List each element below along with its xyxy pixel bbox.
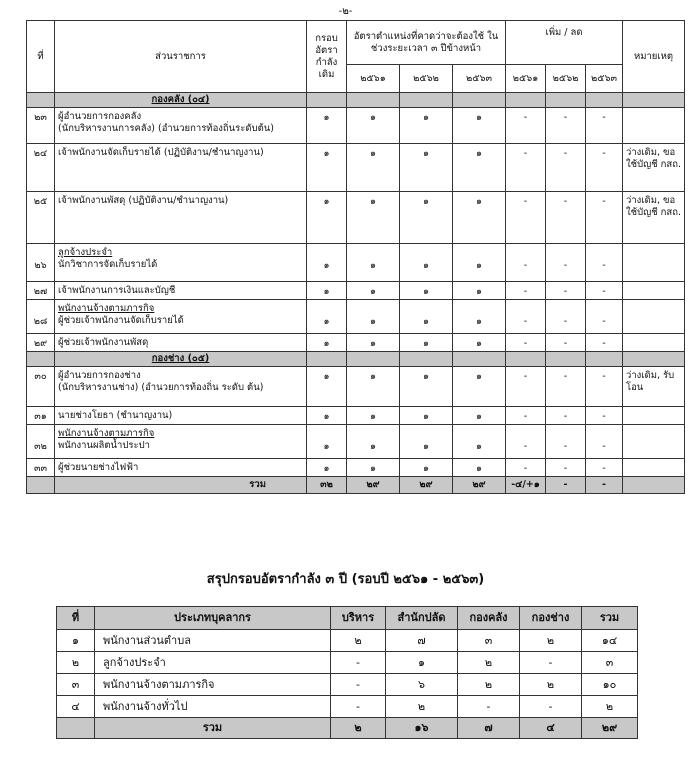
- row-number: ๓๐: [27, 367, 55, 407]
- forecast-cell: ๑: [347, 334, 400, 352]
- position-name: พนักงานผลิตน้ำประปา: [58, 440, 150, 451]
- page-number: -๒-: [338, 6, 353, 17]
- note-cell: [623, 244, 685, 282]
- row-number: ๓๓: [27, 459, 55, 477]
- forecast-cell: ๑: [347, 144, 400, 192]
- row-number: ๒๘: [27, 300, 55, 334]
- summary-cell: ๖: [386, 674, 458, 696]
- summary-header: สำนักปลัด: [386, 607, 458, 630]
- summary-cell: ๑๔: [582, 630, 638, 652]
- forecast-cell: ๑: [400, 300, 453, 334]
- header-year: ๒๕๖๒: [546, 65, 586, 93]
- change-cell: -: [546, 192, 586, 244]
- forecast-cell: ๑: [453, 425, 506, 459]
- summary-cell: ๒: [520, 674, 582, 696]
- summary-cell: ๒: [331, 630, 386, 652]
- row-number: ๒๖: [27, 244, 55, 282]
- staff-group-label: พนักงานจ้างตามภารกิจ: [58, 303, 155, 314]
- total-cell: -๔/+๑: [506, 477, 546, 494]
- change-cell: -: [546, 144, 586, 192]
- header-division: ส่วนราชการ: [55, 21, 307, 93]
- forecast-cell: ๑: [400, 192, 453, 244]
- position-name: เจ้าพนักงานการเงินและบัญชี: [58, 285, 176, 296]
- note-cell: [623, 407, 685, 425]
- forecast-cell: ๑: [453, 244, 506, 282]
- forecast-cell: ๑: [347, 459, 400, 477]
- forecast-cell: ๑: [453, 459, 506, 477]
- summary-total-cell: รวม: [95, 718, 331, 739]
- header-year: ๒๕๖๑: [506, 65, 546, 93]
- forecast-cell: ๑: [453, 367, 506, 407]
- position-name: ผู้อำนวยการกองช่าง: [58, 370, 141, 381]
- forecast-cell: ๑: [453, 334, 506, 352]
- change-cell: -: [586, 282, 623, 300]
- section-title: กองช่าง (๐๕): [55, 352, 307, 367]
- summary-table: [56, 606, 638, 739]
- summary-cell: ๒: [520, 630, 582, 652]
- change-cell: -: [586, 244, 623, 282]
- position-subtitle: (นักบริหารงานการคลัง) (อำนวยการท้องถิ่นระดับต้น): [58, 123, 274, 134]
- summary-header: กองช่าง: [520, 607, 582, 630]
- row-number: ๒๔: [27, 144, 55, 192]
- position-subtitle: (นักบริหารงานช่าง) (อำนวยการท้องถิ่น ระดับ ต้น): [58, 382, 264, 393]
- forecast-cell: ๑: [453, 282, 506, 300]
- summary-header: ที่: [57, 607, 95, 630]
- change-cell: -: [546, 367, 586, 407]
- change-cell: -: [586, 425, 623, 459]
- header-forecast: อัตราตำแหน่งที่คาดว่าจะต้องใช้ ในช่วงระยะเวลา ๓ ปีข้างหน้า: [347, 21, 506, 65]
- note-cell: [623, 334, 685, 352]
- summary-cell: ๒: [458, 674, 520, 696]
- change-cell: -: [586, 192, 623, 244]
- forecast-cell: ๑: [400, 367, 453, 407]
- summary-cell: ๓: [458, 630, 520, 652]
- change-cell: -: [546, 282, 586, 300]
- summary-cell: ๒: [57, 652, 95, 674]
- header-year: ๒๕๖๒: [400, 65, 453, 93]
- row-number: ๒๗: [27, 282, 55, 300]
- header-note: หมายเหตุ: [623, 21, 685, 93]
- summary-header: กองคลัง: [458, 607, 520, 630]
- change-cell: -: [506, 192, 546, 244]
- total-cell: -: [546, 477, 586, 494]
- forecast-cell: ๑: [347, 367, 400, 407]
- summary-cell: พนักงานส่วนตำบล: [95, 630, 331, 652]
- change-cell: -: [506, 407, 546, 425]
- table-row: [27, 144, 685, 192]
- change-cell: -: [506, 459, 546, 477]
- current-rate: ๑: [307, 425, 347, 459]
- position-name: ผู้อำนวยการกองคลัง: [58, 111, 142, 122]
- change-cell: -: [586, 407, 623, 425]
- summary-header: บริหาร: [331, 607, 386, 630]
- summary-cell: ๓: [57, 674, 95, 696]
- current-rate: ๑: [307, 244, 347, 282]
- summary-row: [57, 652, 638, 674]
- table-row: [27, 334, 685, 352]
- header-year: ๒๕๖๑: [347, 65, 400, 93]
- current-rate: ๑: [307, 282, 347, 300]
- total-cell: ๒๙: [347, 477, 400, 494]
- forecast-cell: ๑: [400, 144, 453, 192]
- table-row: [27, 282, 685, 300]
- forecast-cell: ๑: [400, 459, 453, 477]
- note-cell: ว่างเดิม, รับโอน: [623, 367, 685, 407]
- summary-title: สรุปกรอบอัตรากำลัง ๓ ปี (รอบปี ๒๕๖๑ - ๒๕๖๓): [206, 572, 485, 587]
- forecast-cell: ๑: [347, 282, 400, 300]
- table-row: [27, 425, 685, 459]
- current-rate: ๑: [307, 144, 347, 192]
- staff-group-label: พนักงานจ้างตามภารกิจ: [58, 428, 155, 439]
- summary-cell: -: [458, 696, 520, 718]
- total-label: รวม: [55, 477, 307, 494]
- forecast-cell: ๑: [453, 108, 506, 144]
- forecast-cell: ๑: [347, 300, 400, 334]
- change-cell: -: [586, 300, 623, 334]
- staff-group-label: ลูกจ้างประจำ: [58, 247, 113, 258]
- row-number: ๒๙: [27, 334, 55, 352]
- table-row: [27, 407, 685, 425]
- summary-cell: พนักงานจ้างตามภารกิจ: [95, 674, 331, 696]
- forecast-cell: ๑: [400, 425, 453, 459]
- change-cell: -: [586, 144, 623, 192]
- change-cell: -: [586, 367, 623, 407]
- summary-header-row: [57, 607, 638, 630]
- forecast-cell: ๑: [400, 282, 453, 300]
- note-cell: ว่างเดิม, ขอใช้บัญชี กสถ.: [623, 192, 685, 244]
- summary-cell: ๓: [582, 652, 638, 674]
- summary-cell: ลูกจ้างประจำ: [95, 652, 331, 674]
- forecast-cell: ๑: [347, 407, 400, 425]
- forecast-cell: ๑: [347, 108, 400, 144]
- summary-cell: -: [331, 652, 386, 674]
- summary-row: [57, 630, 638, 652]
- summary-total-cell: ๒: [331, 718, 386, 739]
- header-current-rate: กรอบ อัตรา กำลัง เดิม: [307, 21, 347, 93]
- total-cell: ๒๙: [453, 477, 506, 494]
- forecast-cell: ๑: [400, 407, 453, 425]
- summary-cell: ๑: [57, 630, 95, 652]
- summary-row: [57, 696, 638, 718]
- section-title: กองคลัง (๐๔): [55, 93, 307, 108]
- summary-total-cell: ๗: [458, 718, 520, 739]
- current-rate: ๑: [307, 459, 347, 477]
- change-cell: -: [546, 407, 586, 425]
- note-cell: ว่างเดิม, ขอใช้บัญชี กสถ.: [623, 144, 685, 192]
- summary-cell: ๑๐: [582, 674, 638, 696]
- forecast-cell: ๑: [347, 192, 400, 244]
- change-cell: -: [506, 367, 546, 407]
- change-cell: -: [586, 459, 623, 477]
- change-cell: -: [506, 300, 546, 334]
- header-change: เพิ่ม / ลด: [506, 21, 623, 65]
- summary-total-cell: ๔: [520, 718, 582, 739]
- note-cell: [623, 108, 685, 144]
- note-cell: [623, 282, 685, 300]
- change-cell: -: [506, 334, 546, 352]
- row-number: ๒๓: [27, 108, 55, 144]
- summary-total-cell: ๒๙: [582, 718, 638, 739]
- row-number: ๒๕: [27, 192, 55, 244]
- note-cell: [623, 459, 685, 477]
- summary-row: [57, 674, 638, 696]
- summary-header: รวม: [582, 607, 638, 630]
- total-cell: -: [586, 477, 623, 494]
- forecast-cell: ๑: [400, 244, 453, 282]
- change-cell: -: [506, 108, 546, 144]
- header-year: ๒๕๖๓: [453, 65, 506, 93]
- total-row: [27, 477, 685, 494]
- summary-cell: ๒: [582, 696, 638, 718]
- summary-cell: ๔: [57, 696, 95, 718]
- summary-cell: -: [331, 696, 386, 718]
- table-row: [27, 192, 685, 244]
- change-cell: -: [506, 425, 546, 459]
- table-row: [27, 300, 685, 334]
- total-cell: ๒๙: [400, 477, 453, 494]
- table-row: [27, 367, 685, 407]
- forecast-cell: ๑: [400, 108, 453, 144]
- current-rate: ๑: [307, 367, 347, 407]
- summary-cell: -: [331, 674, 386, 696]
- change-cell: -: [546, 244, 586, 282]
- current-rate: ๑: [307, 108, 347, 144]
- forecast-cell: ๑: [347, 244, 400, 282]
- total-cell: ๓๒: [307, 477, 347, 494]
- forecast-cell: ๑: [453, 144, 506, 192]
- manpower-table: [26, 20, 685, 494]
- change-cell: -: [506, 282, 546, 300]
- position-name: ผู้ช่วยเจ้าพนักงานจัดเก็บรายได้: [58, 315, 184, 326]
- summary-cell: ๑: [386, 652, 458, 674]
- position-name: เจ้าพนักงานพัสดุ (ปฏิบัติงาน/ชำนาญงาน): [58, 195, 229, 206]
- position-name: ผู้ช่วยนายช่างไฟฟ้า: [58, 462, 139, 473]
- position-name: เจ้าพนักงานจัดเก็บรายได้ (ปฏิบัติงาน/ชำนาญงาน): [58, 147, 264, 158]
- table-row: [27, 459, 685, 477]
- summary-cell: พนักงานจ้างทั่วไป: [95, 696, 331, 718]
- forecast-cell: ๑: [400, 334, 453, 352]
- note-cell: [623, 300, 685, 334]
- position-name: ผู้ช่วยเจ้าพนักงานพัสดุ: [58, 337, 149, 348]
- summary-cell: -: [520, 696, 582, 718]
- current-rate: ๑: [307, 334, 347, 352]
- summary-header: ประเภทบุคลากร: [95, 607, 331, 630]
- row-number: ๓๒: [27, 425, 55, 459]
- forecast-cell: ๑: [453, 300, 506, 334]
- header-no: ที่: [27, 21, 55, 93]
- summary-cell: ๗: [386, 630, 458, 652]
- position-name: นักวิชาการจัดเก็บรายได้: [58, 259, 158, 270]
- summary-cell: ๒: [458, 652, 520, 674]
- change-cell: -: [506, 244, 546, 282]
- summary-cell: -: [520, 652, 582, 674]
- note-cell: [623, 425, 685, 459]
- forecast-cell: ๑: [347, 425, 400, 459]
- header-year: ๒๕๖๓: [586, 65, 623, 93]
- table-row: [27, 108, 685, 144]
- summary-total-cell: ๑๖: [386, 718, 458, 739]
- section-row: [27, 352, 685, 367]
- current-rate: ๑: [307, 192, 347, 244]
- change-cell: -: [546, 425, 586, 459]
- row-number: ๓๑: [27, 407, 55, 425]
- change-cell: -: [586, 334, 623, 352]
- current-rate: ๑: [307, 407, 347, 425]
- current-rate: ๑: [307, 300, 347, 334]
- summary-cell: ๒: [386, 696, 458, 718]
- change-cell: -: [546, 334, 586, 352]
- summary-total-row: [57, 718, 638, 739]
- change-cell: -: [546, 300, 586, 334]
- forecast-cell: ๑: [453, 407, 506, 425]
- change-cell: -: [546, 459, 586, 477]
- change-cell: -: [586, 108, 623, 144]
- section-row: [27, 93, 685, 108]
- table-row: [27, 244, 685, 282]
- forecast-cell: ๑: [453, 192, 506, 244]
- change-cell: -: [506, 144, 546, 192]
- change-cell: -: [546, 108, 586, 144]
- position-name: นายช่างโยธา (ชำนาญงาน): [58, 410, 173, 421]
